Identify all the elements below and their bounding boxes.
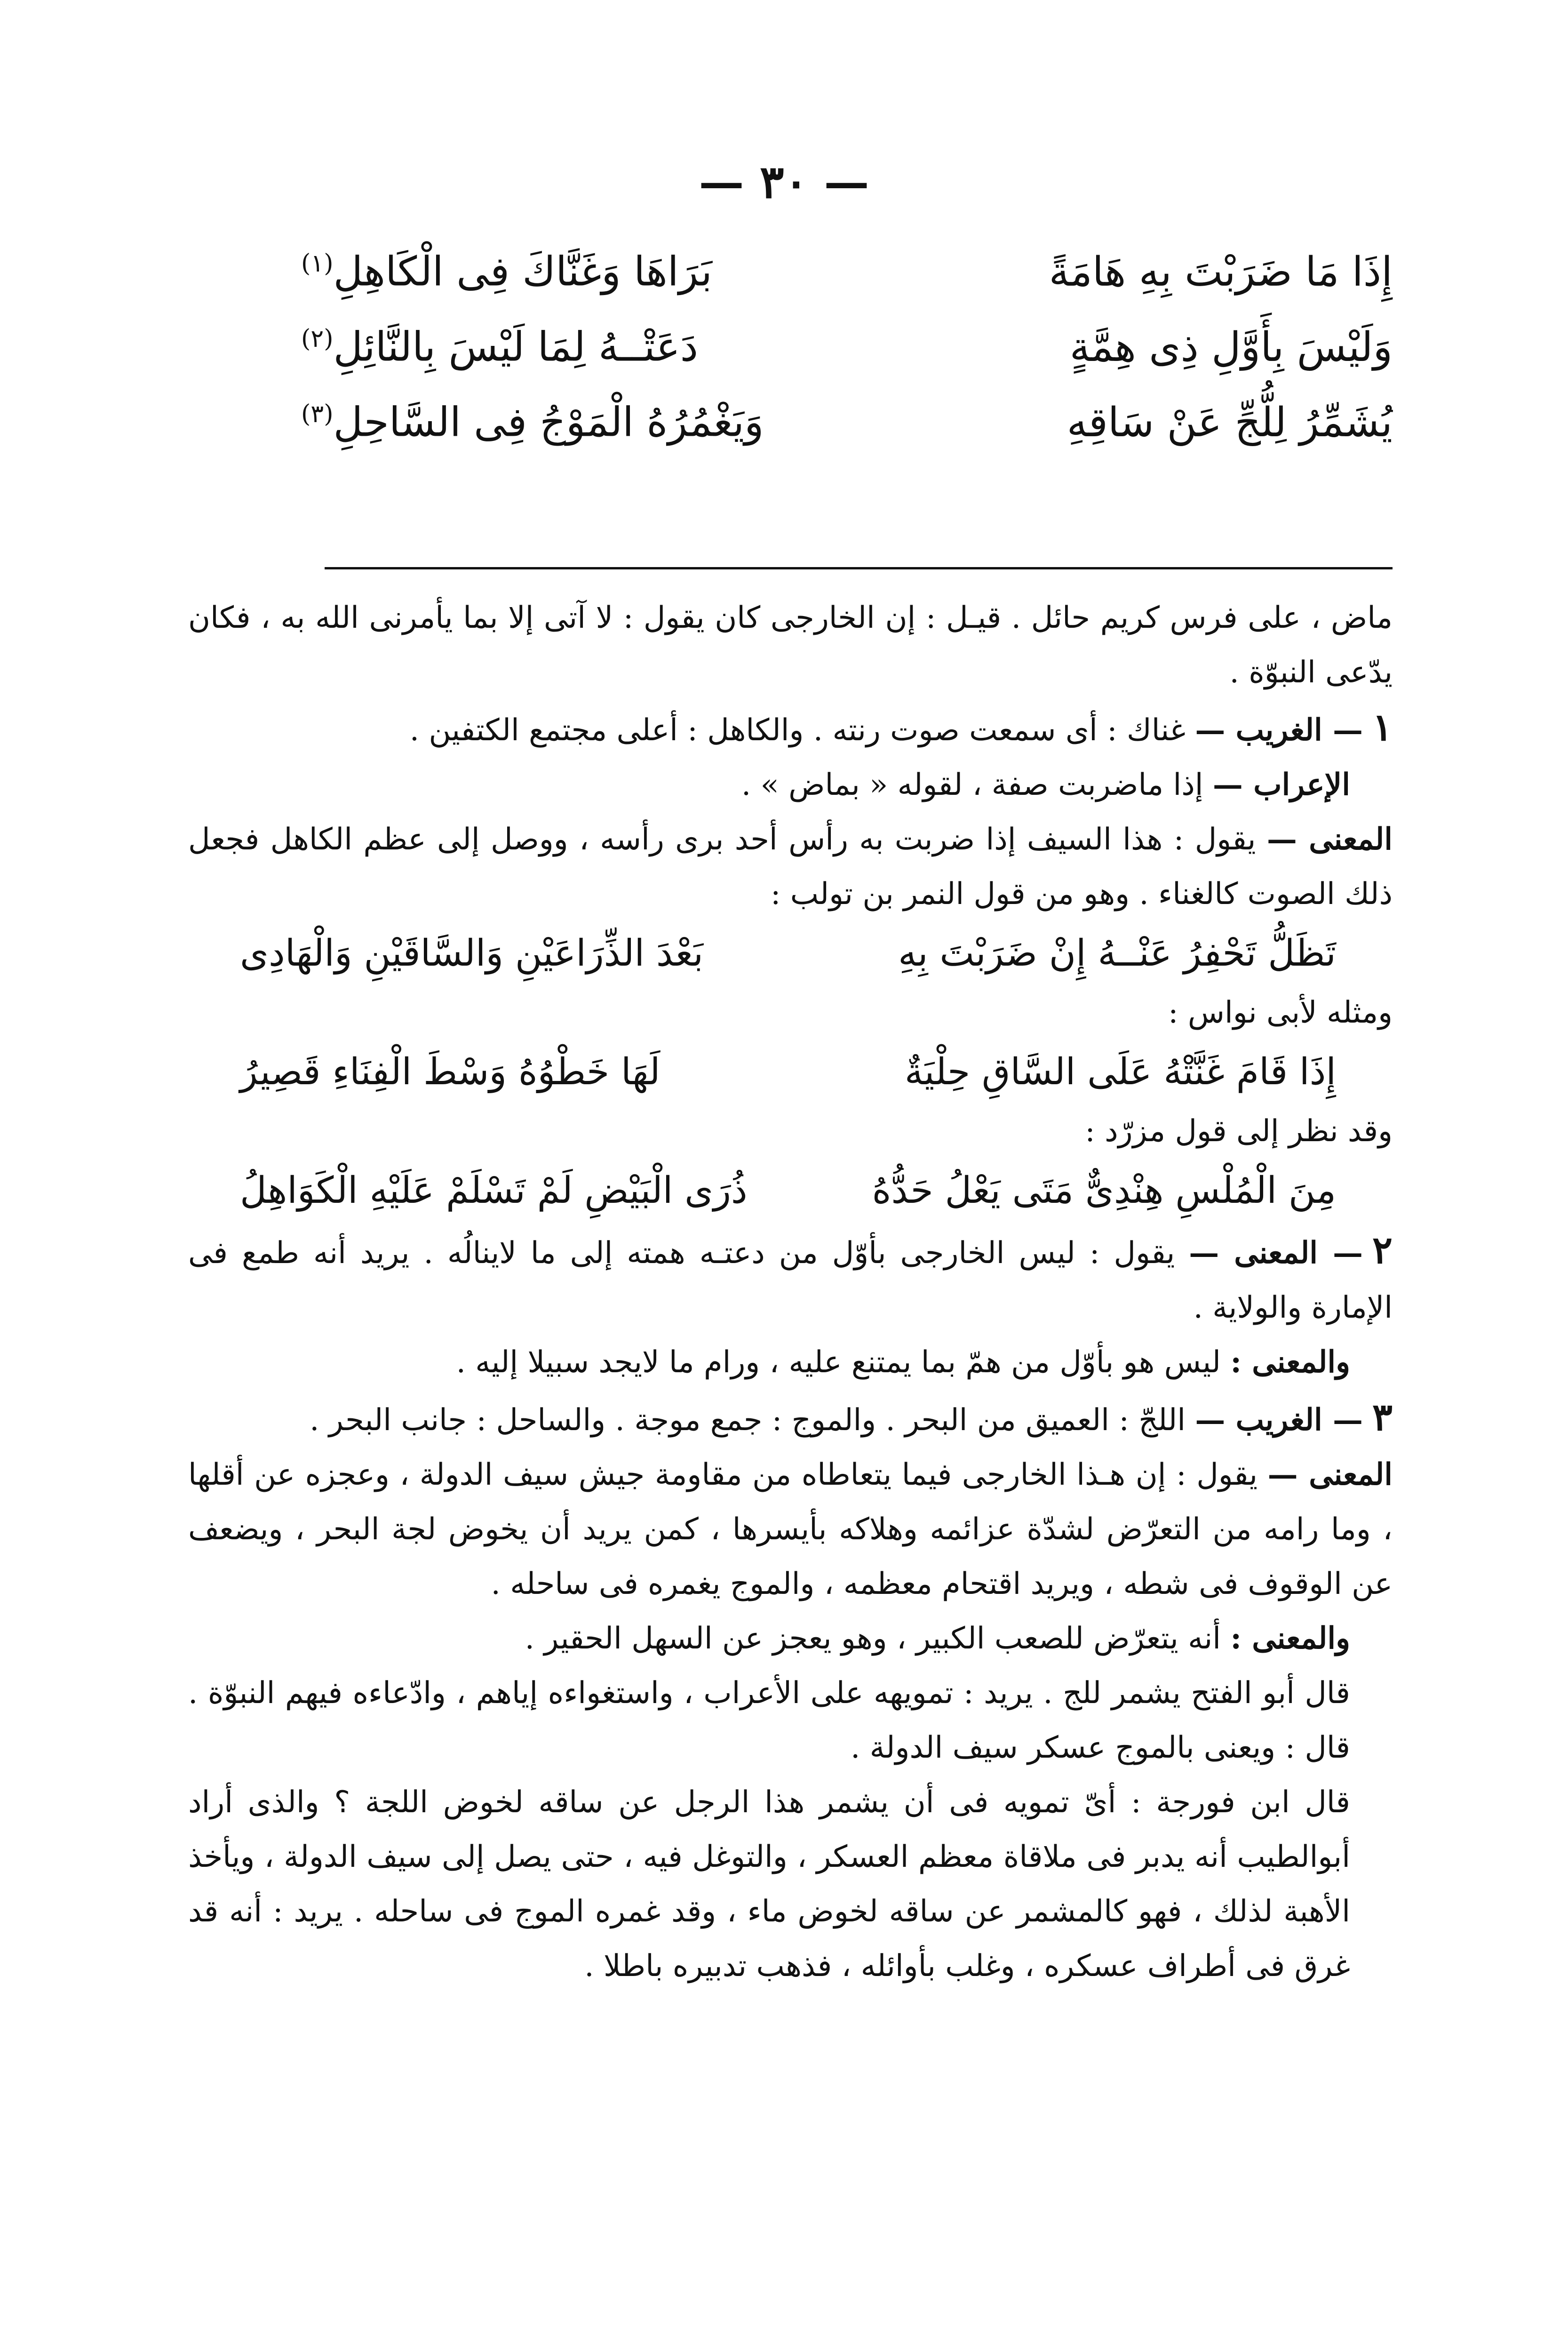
verse-hemistich-first: وَلَيْسَ بِأَوَّلِ ذِى هِمَّةٍ xyxy=(1069,323,1393,371)
verse-hemistich-first: يُشَمِّرُ لِلُّجِّ عَنْ سَاقِهِ xyxy=(1067,399,1393,446)
verse-text: دَعَتْــهُ لِمَا لَيْسَ بِالنَّائِلِ xyxy=(333,323,699,371)
note-text: اللجّ : العميق من البحر . والموج : جمع موجة . والساحل : جانب البحر . xyxy=(310,1403,1186,1438)
note-1-mana xyxy=(188,812,1393,921)
note-text: أنه يتعرّض للصعب الكبير ، وهو يعجز عن السهل الحقير . xyxy=(525,1621,1221,1656)
note-text: يقول : إن هـذا الخارجى فيما يتعاطاه من مقاومة جيش سيف الدولة ، وعجزه عن أقلها ، وما رامه من التعرّض لشدّة عزائمه وهلاكه بأيسرها ، كمن يريد أن يخوض لجة البحر ، ويضعف عن الوقوف فى شطه ، ويريد اقتحام معظمه ، والموج يغمره فى ساحله . xyxy=(188,1457,1393,1601)
verse-hemistich-first: إِذَا مَا ضَرَبْتَ بِهِ هَامَةً xyxy=(1049,248,1393,296)
note-1-gharib xyxy=(188,700,1393,758)
label: — المعنى — xyxy=(1189,1235,1363,1271)
quoted-verse-2 xyxy=(188,1040,1393,1104)
note-text: إذا ماضربت صفة ، لقوله « بماض » . xyxy=(741,768,1203,802)
footnote-marker: (٢) xyxy=(301,325,334,353)
verse-line-1 xyxy=(301,226,1393,301)
verse-hemistich-first: مِنَ الْمُلْسِ هِنْدِىٌّ مَتَى يَعْلُ حَدُّهُ xyxy=(872,1169,1336,1212)
label: المعنى — xyxy=(1266,822,1393,857)
verse-hemistich-first: إِذَا قَامَ غَنَّتْهُ عَلَى السَّاقِ حِلْيَةٌ xyxy=(904,1051,1336,1093)
verse-hemistich-second: بَعْدَ الذِّرَاعَيْنِ وَالسَّاقَيْنِ وَالْهَادِى xyxy=(240,932,704,975)
note-1-mithl: ومثله لأبى نواس : xyxy=(1168,995,1393,1030)
verse-hemistich-second xyxy=(301,301,698,385)
page-number: — ٣٠ — xyxy=(699,155,869,208)
verse-hemistich-second: ذُرَى الْبَيْضِ لَمْ تَسْلَمْ عَلَيْهِ الْكَوَاهِلُ xyxy=(240,1169,748,1212)
label: والمعنى : xyxy=(1230,1344,1350,1380)
verse-hemistich-second xyxy=(301,226,712,310)
separator-rule xyxy=(325,567,1393,569)
note-text: ليس هو بأوّل من همّ بما يمتنع عليه ، ورام ما لايجد سبيلا إليه . xyxy=(456,1345,1221,1380)
verse-line-2 xyxy=(301,301,1393,376)
label: — الغريب — xyxy=(1195,1402,1363,1438)
note-1-nazar: وقد نظر إلى قول مزرّد : xyxy=(1085,1114,1393,1149)
note-text: يقول : ليس الخارجى بأوّل من دعتـه همته إلى ما لاينالُه . يريد أنه طمع فى الإمارة والولاية . xyxy=(188,1236,1393,1325)
quoted-verse-3 xyxy=(188,1159,1393,1223)
ibn-furraja-paragraph: قال ابن فورجة : أىّ تمويه فى أن يشمر هذا الرجل عن ساقه لخوض اللجة ؟ والذى أراد أبوالطيب أنه يدبر فى ملاقاة معظم العسكر ، والتوغل فيه ، حتى يصل إلى سيف الدولة ، ويأخذ الأهبة لذلك ، فهو كالمشمر عن ساقه لخوض ماء ، وقد غمره الموج فى ساحله . يريد : أنه قد غرق فى أطراف عسكره ، وغلب بأوائله ، فذهب تدبيره باطلا . xyxy=(188,1785,1351,1984)
note-3-gharib xyxy=(188,1390,1393,1448)
label: الإعراب — xyxy=(1212,767,1350,802)
note-text: غناك : أى سمعت صوت رنته . والكاهل : أعلى مجتمع الكتفين . xyxy=(409,713,1186,748)
footnote-marker: (٣) xyxy=(301,400,334,428)
label: — الغريب — xyxy=(1195,712,1363,748)
note-3-mana2 xyxy=(188,1611,1393,1666)
abu-alfath-paragraph: قال أبو الفتح يشمر للج . يريد : تمويهه على الأعراب ، واستغواءه إياهم ، وادّعاءه فيهم النبوّة . قال : ويعنى بالموج عسكر سيف الدولة . xyxy=(188,1676,1350,1765)
note-2-mana2 xyxy=(188,1335,1393,1390)
note-2-mana xyxy=(188,1223,1393,1335)
main-verses xyxy=(301,226,1393,452)
label: المعنى — xyxy=(1267,1457,1393,1492)
verse-hemistich-second: لَهَا خَطْوُهُ وَسْطَ الْفِنَاءِ قَصِيرُ xyxy=(240,1051,661,1093)
verse-line-3 xyxy=(301,376,1393,452)
note-1-irab xyxy=(188,758,1393,812)
note-3-mana xyxy=(188,1448,1393,1611)
footnote-marker: (١) xyxy=(301,249,334,278)
quoted-verse-1 xyxy=(188,921,1393,985)
note-text: يقول : هذا السيف إذا ضربت به رأس أحد برى رأسه ، ووصل إلى عظم الكاهل فجعل ذلك الصوت كالغناء . وهو من قول النمر بن تولب : xyxy=(188,822,1393,912)
note-number: ٢ xyxy=(1372,1228,1393,1272)
note-number: ٣ xyxy=(1372,1395,1393,1439)
commentary xyxy=(188,591,1393,1993)
note-number: ١ xyxy=(1372,705,1393,749)
verse-text: وَيَغْمُرُهُ الْمَوْجُ فِى السَّاحِلِ xyxy=(333,399,764,446)
verse-hemistich-first: تَظَلُّ تَحْفِرُ عَنْــهُ إِنْ ضَرَبْتَ بِهِ xyxy=(898,932,1336,975)
verse-text: بَرَاهَا وَغَنَّاكَ فِى الْكَاهِلِ xyxy=(333,248,712,296)
intro-paragraph: ماض ، على فرس كريم حائل . قيـل : إن الخارجى كان يقول : لا آتى إلا بما يأمرنى الله به ، فكان يدّعى النبوّة . xyxy=(188,600,1393,690)
label: والمعنى : xyxy=(1230,1621,1350,1656)
verse-hemistich-second xyxy=(301,376,764,460)
